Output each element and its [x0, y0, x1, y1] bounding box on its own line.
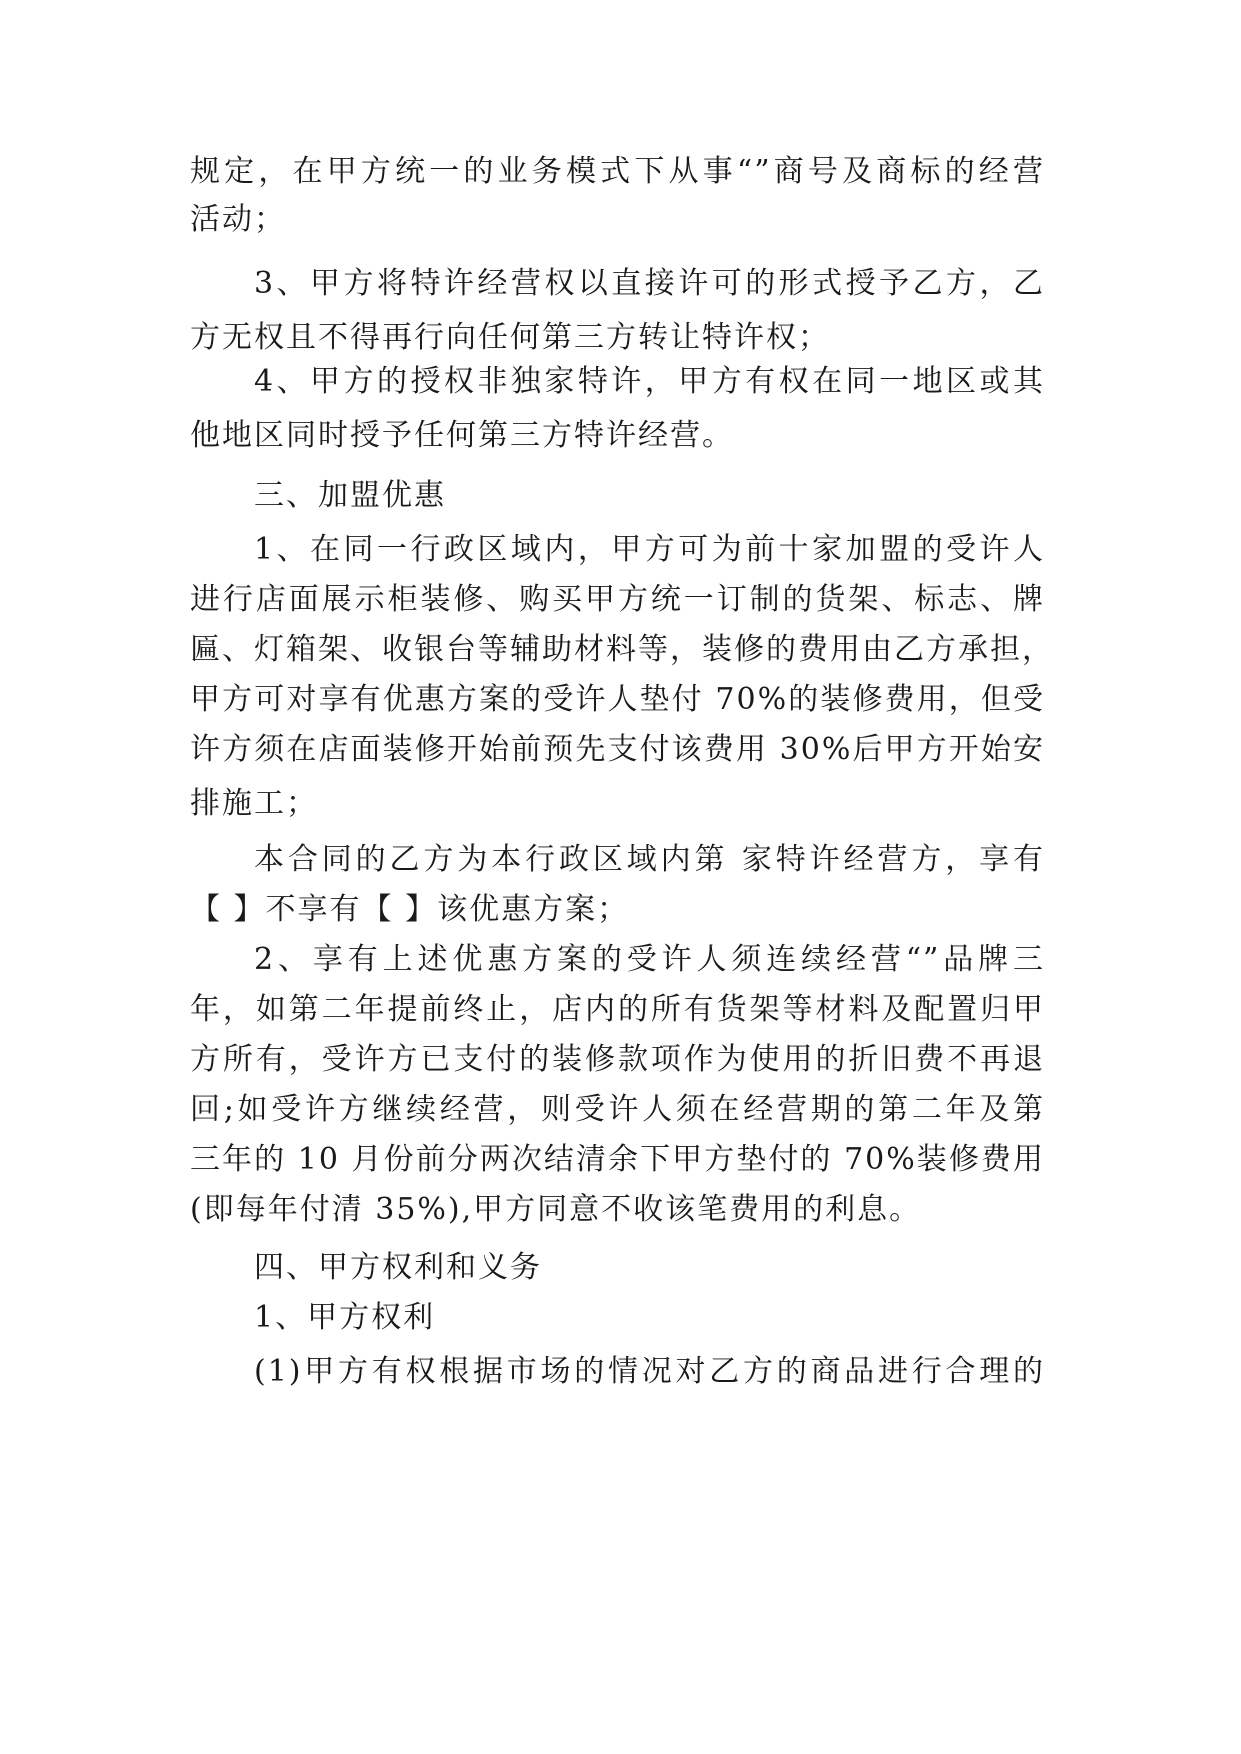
text-line: 他地区同时授予任何第三方特许经营。 — [190, 418, 734, 453]
text-line: 许方须在店面装修开始前预先支付该费用 30%后甲方开始安 — [190, 732, 1045, 767]
text-line: 三年的 10 月份前分两次结清余下甲方垫付的 70%装修费用 — [190, 1142, 1045, 1177]
subsection-heading: 1、甲方权利 — [254, 1300, 436, 1335]
text-line: 【 】不享有【 】该优惠方案； — [190, 892, 630, 927]
text-line: 甲方可对享有优惠方案的受许人垫付 70%的装修费用，但受 — [190, 682, 1045, 717]
section-heading: 四、甲方权利和义务 — [254, 1250, 542, 1285]
text-line: 2、享有上述优惠方案的受许人须连续经营“”品牌三 — [254, 942, 1045, 977]
text-line: 4、甲方的授权非独家特许，甲方有权在同一地区或其 — [254, 364, 1045, 399]
section-heading: 三、加盟优惠 — [254, 478, 446, 513]
text-line: 回;如受许方继续经营，则受许人须在经营期的第二年及第 — [190, 1092, 1045, 1127]
text-line: 1、在同一行政区域内，甲方可为前十家加盟的受许人 — [254, 532, 1045, 567]
text-line: 进行店面展示柜装修、购买甲方统一订制的货架、标志、牌 — [190, 582, 1045, 617]
text-line: 年，如第二年提前终止，店内的所有货架等材料及配置归甲 — [190, 992, 1045, 1027]
text-line: 本合同的乙方为本行政区域内第 家特许经营方，享有 — [254, 842, 1045, 877]
text-line: 匾、灯箱架、收银台等辅助材料等，装修的费用由乙方承担， — [190, 632, 1054, 667]
text-line: 规定，在甲方统一的业务模式下从事“”商号及商标的经营 — [190, 154, 1045, 189]
text-line: 3、甲方将特许经营权以直接许可的形式授予乙方，乙 — [254, 266, 1045, 301]
text-line: 活动； — [190, 202, 286, 237]
text-line: (1)甲方有权根据市场的情况对乙方的商品进行合理的 — [254, 1354, 1045, 1389]
text-line: 方无权且不得再行向任何第三方转让特许权； — [190, 320, 830, 355]
text-line: 方所有，受许方已支付的装修款项作为使用的折旧费不再退 — [190, 1042, 1045, 1077]
text-line: (即每年付清 35%),甲方同意不收该笔费用的利息。 — [190, 1192, 922, 1227]
text-line: 排施工； — [190, 786, 318, 821]
